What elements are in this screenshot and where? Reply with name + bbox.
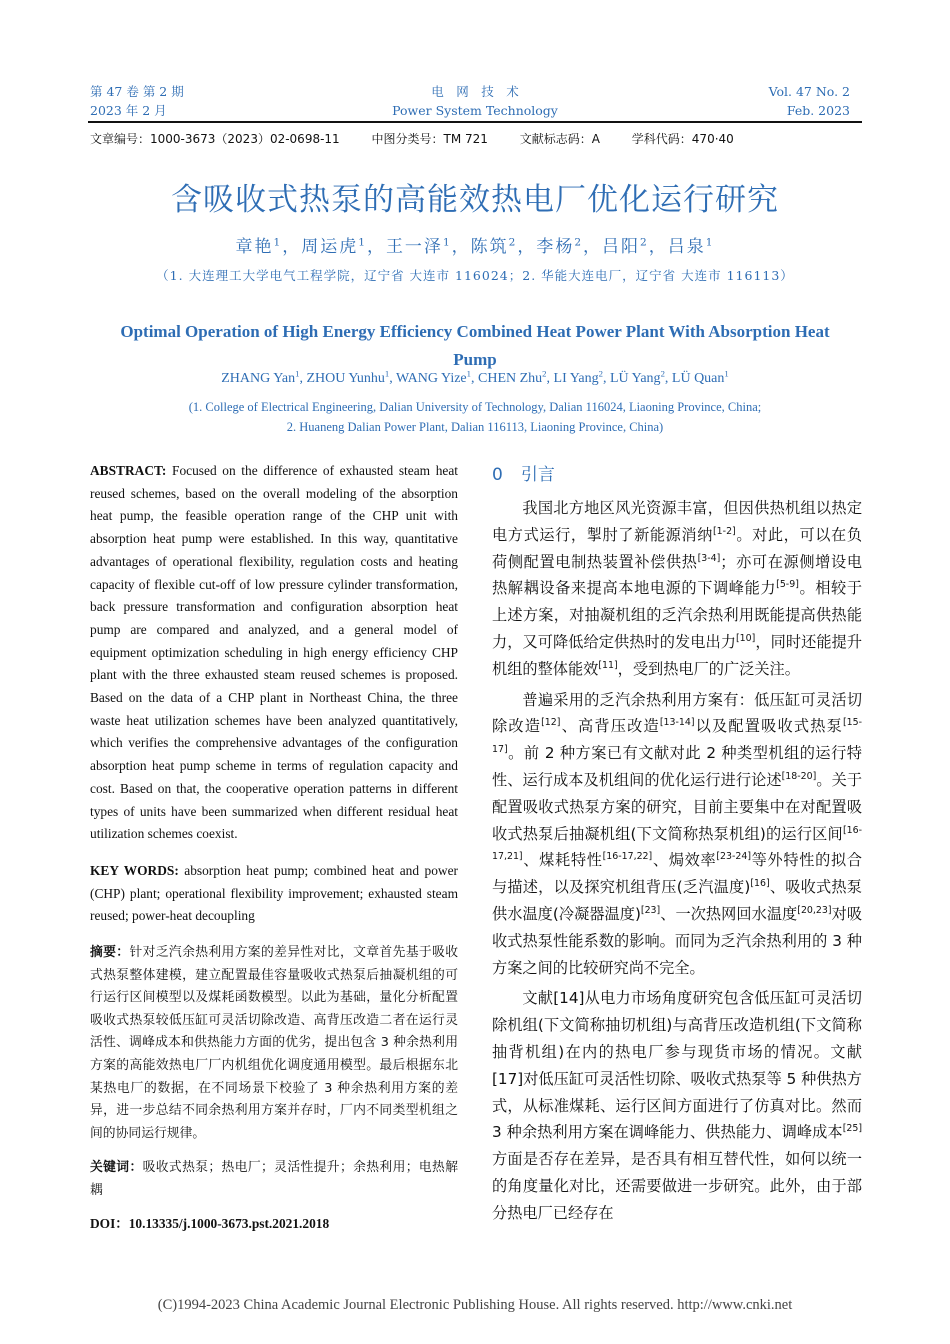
citation-ref[interactable]: [10]: [735, 632, 756, 644]
intro-paragraph-1: 我国北方地区风光资源丰富，但因供热机组以热定电方式运行，掣肘了新能源消纳[1-2]。对此，可以在负荷侧配置电制热装置补偿供热[3-4]；亦可在源侧增设电热解耦设备来提高本地电源的下调峰能力[5-9]。相较于上述方案，对抽凝机组的乏汽余热利用既能提高供热能力，又可降低给定供热时的发电出力[10]，同时还能提升机组的整体能效[11]，受到热电厂的广泛关注。: [492, 499, 863, 678]
header-rule: [88, 121, 862, 123]
author-name: LÜ Quan: [671, 371, 725, 386]
citation-ref[interactable]: [12]: [541, 717, 561, 729]
section-heading: [492, 460, 862, 485]
keywords-en-text: absorption heat pump; combined heat and power (CHP) plant; operational flexibility improvement; exhausted steam reused; power-heat decoupling: [90, 862, 458, 924]
article-meta: [90, 130, 762, 147]
citation-ref[interactable]: [3-4]: [697, 552, 721, 564]
document-code: 文献标志码：A: [519, 132, 600, 146]
keywords-en-label: KEY WORDS:: [90, 862, 179, 878]
doi-value[interactable]: 10.13335/j.1000-3673.pst.2021.2018: [128, 1215, 330, 1231]
issue-volume: 第 47 卷 第 2 期: [90, 84, 184, 99]
subject-code: 学科代码：470·40: [631, 132, 734, 146]
citation-ref[interactable]: [1-2]: [713, 525, 736, 537]
authors-cn: 章艳$^1$，周运虎$^1$，王一泽$^1$，陈筑$^2$，李杨$^2$，吕阳$^2$，吕泉$^1$: [235, 236, 715, 257]
doi-label: DOI：: [90, 1215, 129, 1231]
abstract-cn: [90, 942, 458, 1145]
abstract-en-label: ABSTRACT:: [90, 463, 167, 478]
keywords-en: [90, 860, 458, 928]
citation-ref[interactable]: [11]: [598, 659, 618, 671]
author-affiliation-mark: 1: [466, 368, 471, 379]
author-affiliation-mark: 2: [660, 368, 665, 379]
citation-ref[interactable]: [5-9]: [776, 579, 799, 591]
issue-date-en: Feb. 2023: [786, 103, 850, 118]
author-affiliation-mark: 2: [598, 368, 603, 379]
author-name: 章艳: [235, 237, 274, 257]
authors-en: ZHANG Yan$^1$, ZHOU Yunhu$^1$, WANG Yize$^1$, CHEN Zhu$^2$, LI Yang$^2$, LÜ Yang$^2$, LÜ Quan$^1$: [221, 368, 729, 386]
author-name: 吕泉: [667, 237, 706, 257]
citation-ref[interactable]: [23-24]: [716, 851, 751, 863]
intro-paragraph-2: 普遍采用的乏汽余热利用方案有：低压缸可灵活切除改造[12]、高背压改造[13-14]以及配置吸收式热泵[15-17]。前 2 种方案已有文献对此 2 种类型机组的运行特性、运行成本及机组间的优化运行进行论述[18-20]。关于配置吸收式热泵方案的研究，目前主要集中在对配置吸收式热泵后抽凝机组(下文简称热泵机组)的运行区间[16-17,21]、煤耗特性[16-17,22]、焗效率[23-24]等外特性的拟合与描述，以及探究机组背压(乏汽温度)[16]、吸收式热泵供水温度(冷凝器温度)[23]、一次热网回水温度[20,23]对吸收式热泵性能系数的影响。而同为乏汽余热利用的 3 种方案之间的比较研究尚不完全。: [492, 690, 863, 977]
author-name: 周运虎: [301, 237, 359, 257]
citation-ref[interactable]: [16-17,21]: [492, 824, 862, 863]
affiliation-cn: （1. 大连理工大学电气工程学院，辽宁省 大连市 116024；2. 华能大连电厂，辽宁省 大连市 116113）: [156, 268, 794, 283]
issue-volume-en: Vol. 47 No. 2: [768, 84, 850, 99]
journal-name-en: Power System Technology: [392, 103, 558, 118]
journal-issue-en: [769, 82, 850, 120]
author-affiliation-mark: 2: [574, 236, 584, 249]
right-column: [492, 460, 862, 1227]
author-affiliation-mark: 1: [724, 368, 729, 379]
left-column: [90, 460, 458, 1232]
abstract-en: [90, 460, 458, 846]
author-name: 吕阳: [602, 237, 641, 257]
affiliation-en: [100, 397, 850, 437]
keywords-cn-text: 吸收式热泵；热电厂；灵活性提升；余热利用；电热解耦: [90, 1160, 459, 1198]
citation-ref[interactable]: [23]: [640, 904, 661, 916]
author-affiliation-mark: 1: [705, 236, 715, 249]
author-name: 陈筑: [470, 237, 509, 257]
citation-ref[interactable]: [13-14]: [659, 717, 695, 729]
author-name: ZHANG Yan: [221, 371, 296, 386]
author-affiliation-mark: 1: [273, 236, 283, 249]
abstract-cn-label: 摘要：: [90, 945, 130, 961]
affiliation-en-line2: 2. Huaneng Dalian Power Plant, Dalian 116113, Liaoning Province, China): [286, 420, 664, 434]
author-affiliation-mark: 1: [358, 236, 367, 249]
author-affiliation-mark: 1: [295, 368, 300, 379]
author-name: 李杨: [536, 237, 575, 257]
author-affiliation-mark: 2: [640, 236, 649, 249]
citation-ref[interactable]: [20,23]: [797, 904, 832, 916]
author-affiliation-mark: 1: [442, 236, 452, 249]
copyright-footer: (C)1994-2023 China Academic Journal Electronic Publishing House. All rights reserved. http://www.cnki.net: [157, 1297, 793, 1313]
author-name: LÜ Yang: [609, 371, 661, 386]
abstract-en-text: Focused on the difference of exhausted steam heat reused schemes, based on the overall modeling of the absorption heat pump, the feasible operation range of the CHP unit with absorption heat pump were established. In this way, quantitative advantages of operational flexibility, regulation costs and heating capacity of flexible cut-off of low pressure cylinder transformation, back pressure transformation and configuration absorption heat pump are compared and analyzed, and a general model of equipment optimization scheduling in high energy efficiency CHP plant with the three exhausted steam reused schemes is proposed. Based on the data of a CHP plant in Northeast China, the three waste heat utilization schemes have been analyzed quantitatively, which verifies the comprehensive advantages of the configuration absorption heat pump scheme in terms of regulation capacity and cost. Based on that, the cooperative operation patterns in different types of units have been summarized when different residual heat utilization schemes coexist.: [90, 463, 458, 842]
author-affiliation-mark: 2: [542, 368, 547, 379]
keywords-cn-label: 关键词：: [90, 1160, 143, 1176]
author-name: ZHOU Yunhu: [306, 371, 385, 386]
citation-ref[interactable]: [16-17,22]: [602, 851, 653, 863]
author-name: CHEN Zhu: [478, 371, 543, 386]
affiliation-en-line1: (1. College of Electrical Engineering, Dalian University of Technology, Dalian 116024, Liaoning Province, China;: [188, 400, 762, 414]
author-name: LI Yang: [553, 371, 599, 386]
intro-paragraph-3: 文献[14]从电力市场角度研究包含低压缸可灵活切除机组(下文简称抽切机组)与高背压改造机组(下文简称抽背机组)在内的热电厂参与现货市场的情况。文献[17]对低压缸可灵活性切除、吸收式热泵等 5 种供热方式，从标准煤耗、运行区间方面进行了仿真对比。然而 3 种余热利用方案在调峰能力、供热能力、调峰成本[25]方面是否存在差异，是否具有相互替代性，如何以统一的角度量化对比，还需要做进一步研究。此外，由于部分热电厂已经存在: [492, 989, 862, 1222]
journal-name-cn: 电 网 技 术: [431, 84, 519, 99]
title-cn: 含吸收式热泵的高能效热电厂优化运行研究: [171, 182, 779, 218]
author-name: WANG Yize: [396, 371, 467, 386]
doi: [90, 1213, 458, 1232]
citation-ref[interactable]: [16]: [750, 878, 770, 890]
citation-ref[interactable]: [15-17]: [492, 717, 863, 756]
author-affiliation-mark: 1: [384, 368, 390, 379]
author-affiliation-mark: 2: [508, 236, 518, 249]
keywords-cn: [90, 1157, 458, 1202]
citation-ref[interactable]: [18-20]: [781, 770, 817, 782]
section-title: 引言: [520, 465, 555, 485]
clc-number: 中图分类号：TM 721: [371, 132, 488, 146]
abstract-cn-text: 针对乏汽余热利用方案的差异性对比，文章首先基于吸收式热泵整体建模，建立配置最佳容量吸收式热泵后抽凝机组的可行运行区间模型以及煤耗函数模型。以此为基础，量化分析配置吸收式热泵较低压缸可灵活切除改造、高背压改造二者在运行灵活性、调峰成本和供热能力方面的优劣，提出包含 3 种余热利用方案的高能效热电厂厂内机组优化调度通用模型。最后根据东北某热电厂的数据，在不同场景下校验了 3 种余热利用方案的差异，进一步总结不同余热利用方案并存时，厂内不同类型机组之间的协同运行规律。: [90, 945, 459, 1141]
article-number: 文章编号：1000-3673（2023）02-0698-11: [90, 132, 340, 146]
author-name: 王一泽: [385, 237, 443, 257]
citation-ref[interactable]: [25]: [842, 1123, 862, 1135]
section-number: 0: [492, 465, 503, 485]
title-en: Optimal Operation of High Energy Efficiency Combined Heat Power Plant With Absorption Heat Pump: [120, 322, 830, 369]
issue-date: 2023 年 2 月: [90, 103, 167, 118]
